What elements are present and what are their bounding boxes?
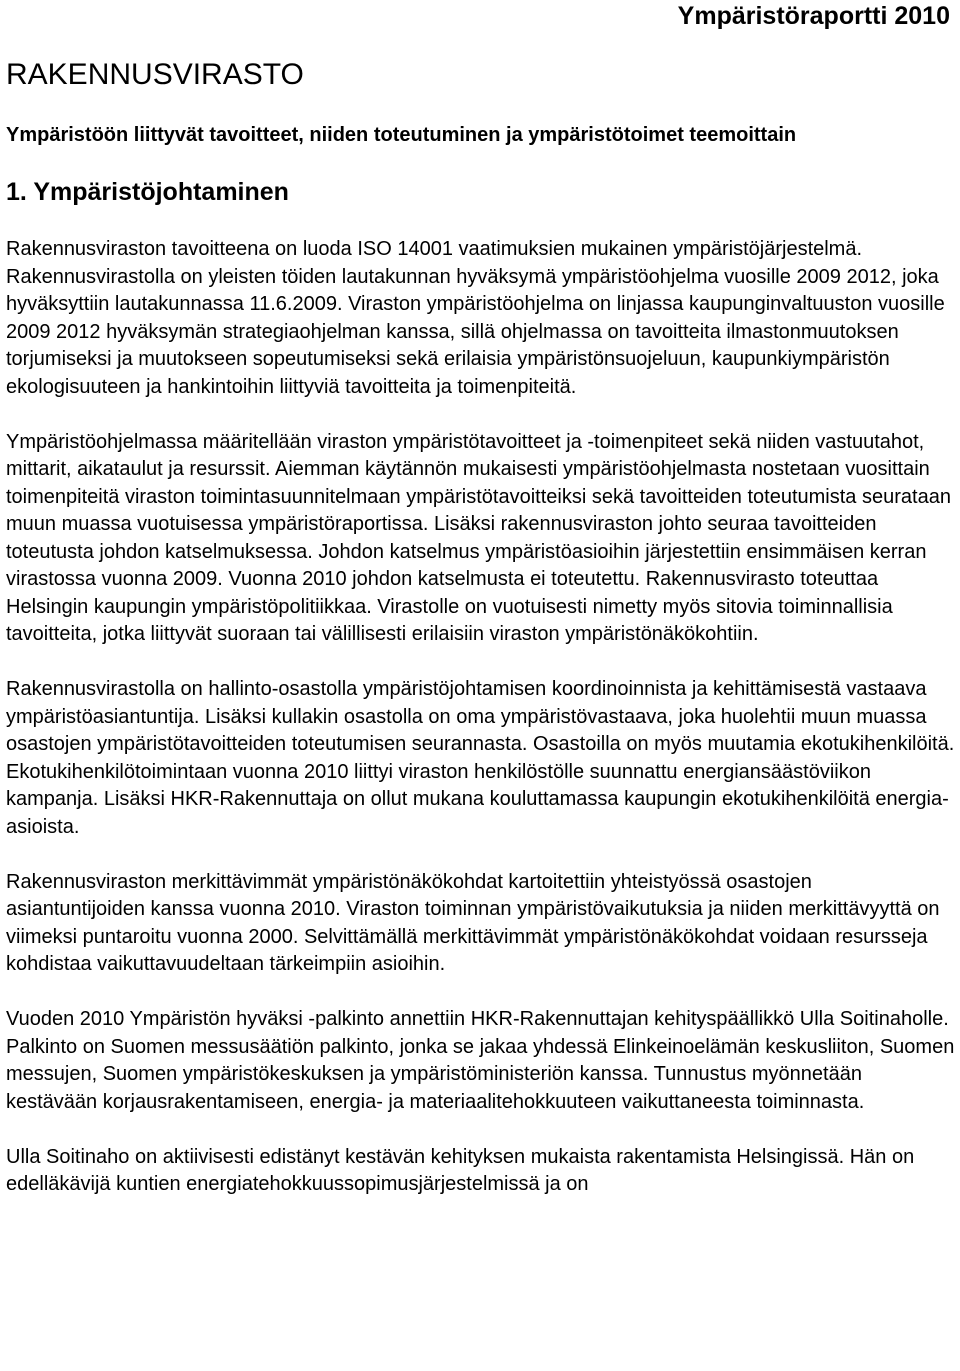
report-title: Ympäristöraportti 2010 — [677, 2, 950, 30]
paragraph: Rakennusvirastolla on hallinto-osastolla ympäristöjohtamisen koordinoinnista ja kehittämisestä vastaava ympäristöasiantuntija. Lisäksi kullakin osastolla on oma ympäristövastaava, joka huolehtii muun muassa osastojen ympäristötavoitteiden toteutumisen seurannasta. Osastoilla on myös muutamia ekotukihenkilöitä. Ekotukihenkilötoimintaan vuonna 2010 liittyi viraston henkilöstölle suunnattu energiansäästöviikon kampanja. Lisäksi HKR-Rakennuttaja on ollut mukana kouluttamassa kaupungin ekotukihenkilöitä energia-asioista. — [6, 678, 955, 838]
organization-title: RAKENNUSVIRASTO — [6, 58, 304, 91]
document-subtitle: Ympäristöön liittyvät tavoitteet, niiden toteutuminen ja ympäristötoimet teemoittain — [6, 124, 797, 146]
paragraph: Ympäristöohjelmassa määritellään viraston ympäristötavoitteet ja -toimenpiteet sekä niiden vastuutahot, mittarit, aikataulut ja resurssit. Aiemman käytännön mukaisesti ympäristöohjelmasta nostetaan vuosittain toimenpiteitä viraston toimintasuunnitelmaan ympäristötavoitteiksi sekä tavoitteiden toteutumista seurataan muun muassa vuotuisessa ympäristöraportissa. Lisäksi rakennusviraston johto seuraa tavoitteiden toteutusta johdon katselmuksessa. Johdon katselmus ympäristöasioihin järjestettiin ensimmäisen kerran virastossa vuonna 2009. Vuonna 2010 johdon katselmusta ei toteutettu. Rakennusvirasto toteuttaa Helsingin kaupungin ympäristöpolitiikkaa. Virastolle on vuotuisesti nimetty myös sitovia toiminnallisia tavoitteita, jotka liittyvät suoraan tai välillisesti erilaisiin viraston ympäristönäkökohtiin. — [6, 430, 951, 645]
paragraph: Rakennusviraston tavoitteena on luoda ISO 14001 vaatimuksien mukainen ympäristöjärjestelmä. Rakennusvirastolla on yleisten töiden lautakunnan hyväksymä ympäristöohjelma vuosille 2009 2012, joka hyväksyttiin lautakunnassa 11.6.2009. Viraston ympäristöohjelma on linjassa kaupunginvaltuuston vuosille 2009 2012 hyväksymän strategiaohjelman kanssa, sillä ohjelmassa on tavoitteita ilmastonmuutoksen torjumiseksi ja muutokseen sopeutumiseksi sekä erilaisia ympäristönsuojeluun, kaupunkiympäristön ekologisuuteen ja hankintoihin liittyviä tavoitteita ja toimenpiteitä. — [6, 238, 945, 398]
paragraph: Ulla Soitinaho on aktiivisesti edistänyt kestävän kehityksen mukaista rakentamista Helsingissä. Hän on edelläkävijä kuntien energiatehokkuussopimusjärjestelmissä ja on — [6, 1145, 915, 1195]
document-body — [6, 236, 956, 1226]
section-heading: 1. Ympäristöjohtaminen — [6, 178, 289, 206]
paragraph: Vuoden 2010 Ympäristön hyväksi -palkinto annettiin HKR-Rakennuttajan kehityspäällikkö Ulla Soitinaholle. Palkinto on Suomen messusäätiön palkinto, jonka se jakaa yhdessä Elinkeinoelämän keskusliiton, Suomen messujen, Suomen ympäristökeskuksen ja ympäristöministeriön kanssa. Tunnustus myönnetään kestävään korjausrakentamiseen, energia- ja materiaalitehokkuuteen vaikuttaneesta toiminnasta. — [6, 1008, 955, 1113]
paragraph: Rakennusviraston merkittävimmät ympäristönäkökohdat kartoitettiin yhteistyössä osastojen asiantuntijoiden kanssa vuonna 2010. Viraston toiminnan ympäristövaikutuksia ja niiden merkittävyyttä on viimeksi puntaroitu vuonna 2000. Selvittämällä merkittävimmät ympäristönäkökohdat voidaan resursseja kohdistaa vaikuttavuudeltaan tärkeimpiin asioihin. — [6, 870, 940, 975]
